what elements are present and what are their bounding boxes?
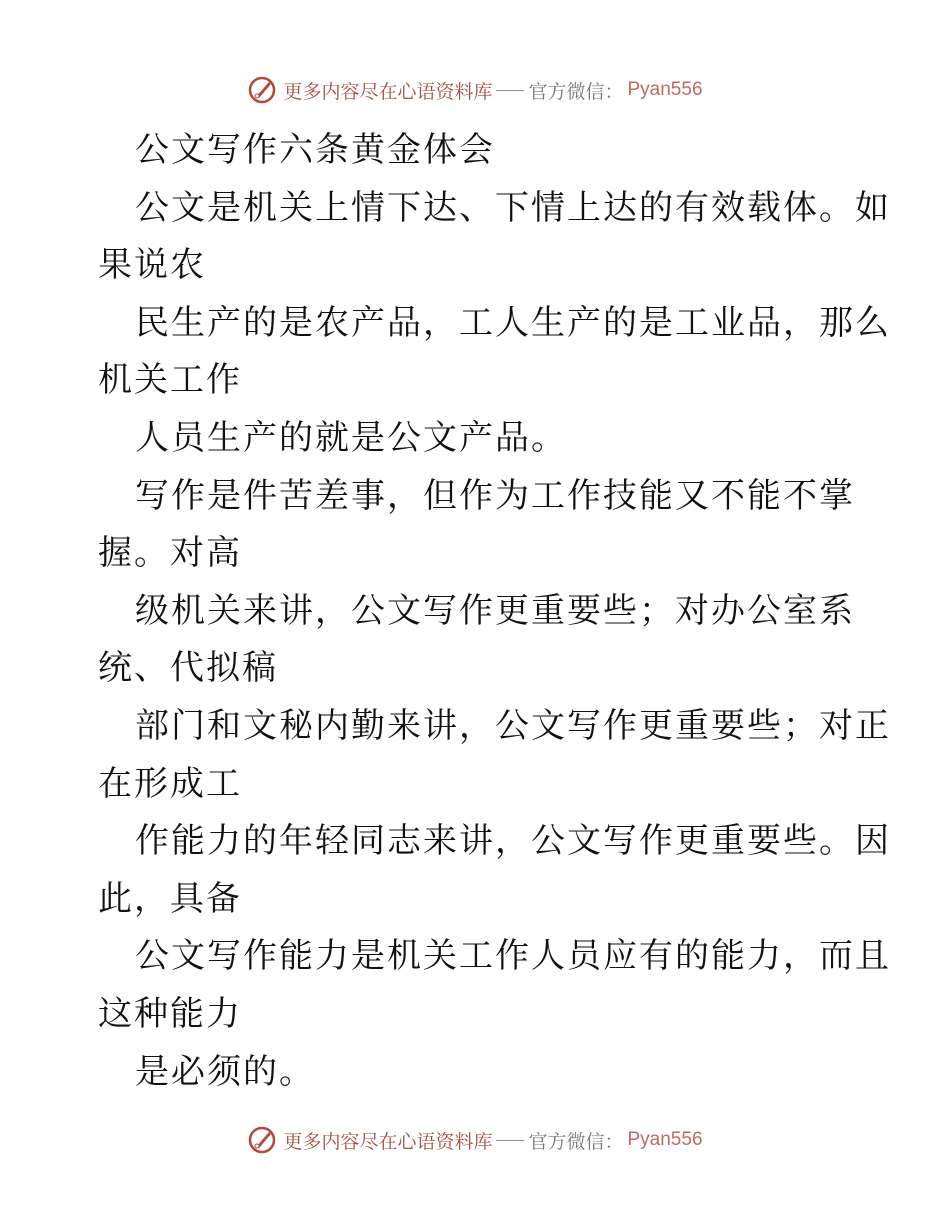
paragraph-line: 级机关来讲，公文写作更重要些；对办公室系 [135,590,855,631]
paragraph-line: 作能力的年轻同志来讲，公文写作更重要些。因 [135,821,891,862]
paragraph-line: 此，具备 [98,878,242,919]
paragraph-line: 这种能力 [98,993,242,1034]
paragraph-line: 部门和文秘内勤来讲，公文写作更重要些；对正 [135,705,891,746]
paragraph-line: 是必须的。 [135,1051,315,1092]
quill-pen-logo-icon [247,75,277,105]
paragraph-line: 握。对高 [98,533,242,574]
footer-banner-main: 更多内容尽在心语资料库 [283,1130,493,1153]
paragraph-line: 机关工作 [98,360,242,401]
footer-banner-dash [496,1140,524,1141]
paragraph-line: 民生产的是农产品，工人生产的是工业品，那么 [135,302,891,343]
header-banner-dash [496,90,524,91]
paragraph-line: 在形成工 [98,763,242,804]
paragraph-line: 写作是件苦差事，但作为工作技能又不能不掌 [135,475,855,516]
paragraph-line: 统、代拟稿 [98,648,278,689]
header-banner-account: Pyan556 [627,79,703,100]
footer-banner-account: Pyan556 [627,1129,703,1150]
paragraph-line: 人员生产的就是公文产品。 [135,417,567,458]
header-banner [0,70,950,110]
paragraph-line: 果说农 [98,245,206,286]
document-title: 公文写作六条黄金体会 [135,130,495,170]
footer-banner-sub: 官方微信： [528,1130,624,1153]
footer-banner [0,1120,950,1160]
paragraph-line: 公文是机关上情下达、下情上达的有效载体。如 [135,187,891,228]
header-banner-sub: 官方微信： [528,80,624,103]
quill-pen-logo-icon [247,1125,277,1155]
paragraph-line: 公文写作能力是机关工作人员应有的能力，而且 [135,936,891,977]
header-banner-main: 更多内容尽在心语资料库 [283,80,493,103]
document-body [98,122,891,1101]
